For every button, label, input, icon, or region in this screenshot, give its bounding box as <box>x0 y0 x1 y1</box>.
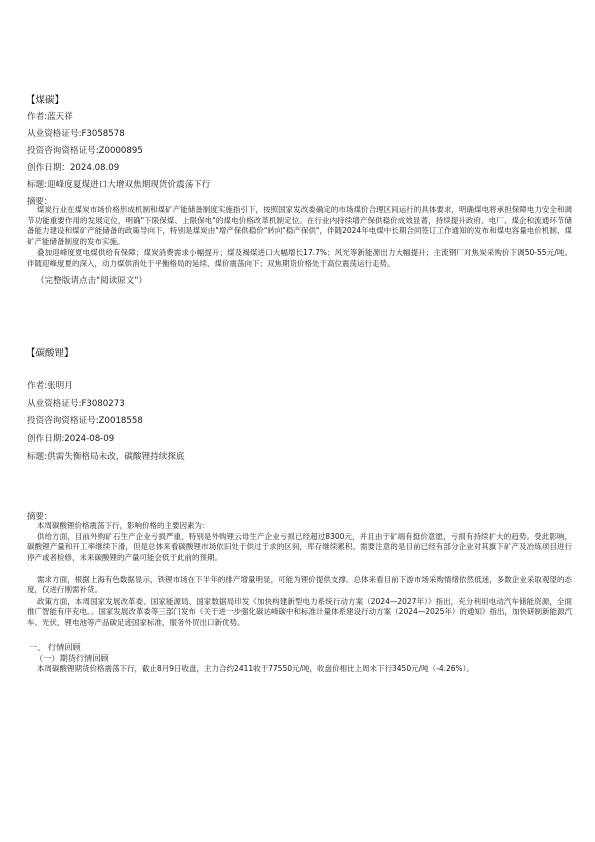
lithium-qualification-number: 从业资格证号:F3080273 <box>27 399 125 409</box>
lithium-futures-paragraph: 本周碳酸锂期货价格震荡下行，截止8月9日收盘，主力合约2411收于77550元/吨，收盘价相比上周末下行3450元/吨（-4.26%）。 <box>37 664 474 673</box>
read-more-link[interactable]: （完整版请点击"阅读原文"） <box>36 276 148 286</box>
lithium-advisory-number: 投资咨询资格证号:Z0018558 <box>27 416 143 426</box>
section-market-review-heading: 一、 行情回顾 <box>29 642 81 652</box>
lithium-summary-label: 摘要： <box>27 511 53 521</box>
lithium-author: 作者:张明月 <box>27 381 73 391</box>
coal-summary-paragraph-2: 叠加迎峰度夏电煤供给有保障；煤炭消费需求小幅提升；煤及褐煤进口大幅增长17.7%；风光等新能源出力大幅提升；主流钢厂对焦炭采购价下调50-55元/吨。伴随迎峰度夏的深入，动力煤供消处于平衡格局的延续、煤价震荡向下；双焦期货价格处于高位震荡运行走势。 <box>27 248 572 268</box>
coal-title: 标题:迎峰度夏煤进口大增双焦期现货价震荡下行 <box>27 180 211 190</box>
lithium-section-header: 【碳酸锂】 <box>26 348 74 359</box>
coal-author: 作者:蓝天祥 <box>27 112 73 122</box>
lithium-summary-paragraph-1: 本周碳酸锂价格震荡下行，影响价格的主要因素为： <box>37 521 210 530</box>
subsection-futures-review-heading: （一）期货行情回顾 <box>35 653 109 663</box>
coal-advisory-number: 投资咨询资格证号:Z0000895 <box>27 146 143 156</box>
lithium-creation-date: 创作日期:2024-08-09 <box>27 434 115 444</box>
coal-summary-paragraph-1: 煤炭行业在煤炭市场价格形成机制和煤矿产能储备制度实施指引下，按照国家发改委确定的市场煤价合理区间运行的具体要求，明确煤电将承担保障电力安全和调节功能重要作用的发展定位，明确"下限保煤、上限保电"的煤电价格改革机制定位。在行业内持续增产保供稳价成效显著，持续提升政府、电厂、煤企和流通环节储备能力建设和煤矿产能储备的政策导向下，特别是煤炭由"增产保供稳价"转向"稳产保供"，伴随2024年电煤中长期合同签订工作通知的发布和煤电容量电价机制、煤矿产能储备制度的发布实施。 <box>27 205 572 246</box>
lithium-supply-paragraph: 供给方面，目前外购矿石生产企业亏损严重，特别是外购锂云母生产企业亏损已经超过8300元，并且由于矿端有挺价意愿，亏损有持续扩大的趋势。受此影响，碳酸锂产量和开工率继续下滑，但是总体来看碳酸锂市场依旧处于供过于求的区间，库存继续累积。需要注意的是目前已经有部分企业对其旗下矿产及冶炼项目进行停产或者检修，未来碳酸锂的产量可能会低于此前的预期。 <box>27 532 572 562</box>
lithium-title: 标题:供需失衡格局未改，碳酸锂持续探底 <box>27 452 185 462</box>
coal-qualification-number: 从业资格证号:F3058578 <box>27 129 125 139</box>
coal-summary-label: 摘要： <box>27 196 53 206</box>
coal-section-header: 【煤碳】 <box>26 95 65 106</box>
lithium-demand-paragraph: 需求方面，根据上海有色数据显示，铁锂市场在下半年的排产增量明显，可能为锂价提供支撑。总体来看目前下游市场采购情绪依然低迷，多数企业采取观望的态度，仅进行刚需补货。 <box>27 575 572 595</box>
lithium-policy-paragraph: 政策方面，本周国家发展改革委、国家能源局、国家数据局印发《加快构建新型电力系统行动方案（2024—2027年）》指出，充分利用电动汽车储能资源，全面推广智能有序充电。。国家发展改革委等三部门发布《关于进一步强化碳达峰碳中和标准计量体系建设行动方案（2024—2025年）的通知》指出，加快研制新能源汽车、光伏、锂电池等产品碳足迹国家标准，服务外贸出口新优势。 <box>27 597 572 627</box>
coal-creation-date: 创作日期：2024.08.09 <box>27 163 120 173</box>
